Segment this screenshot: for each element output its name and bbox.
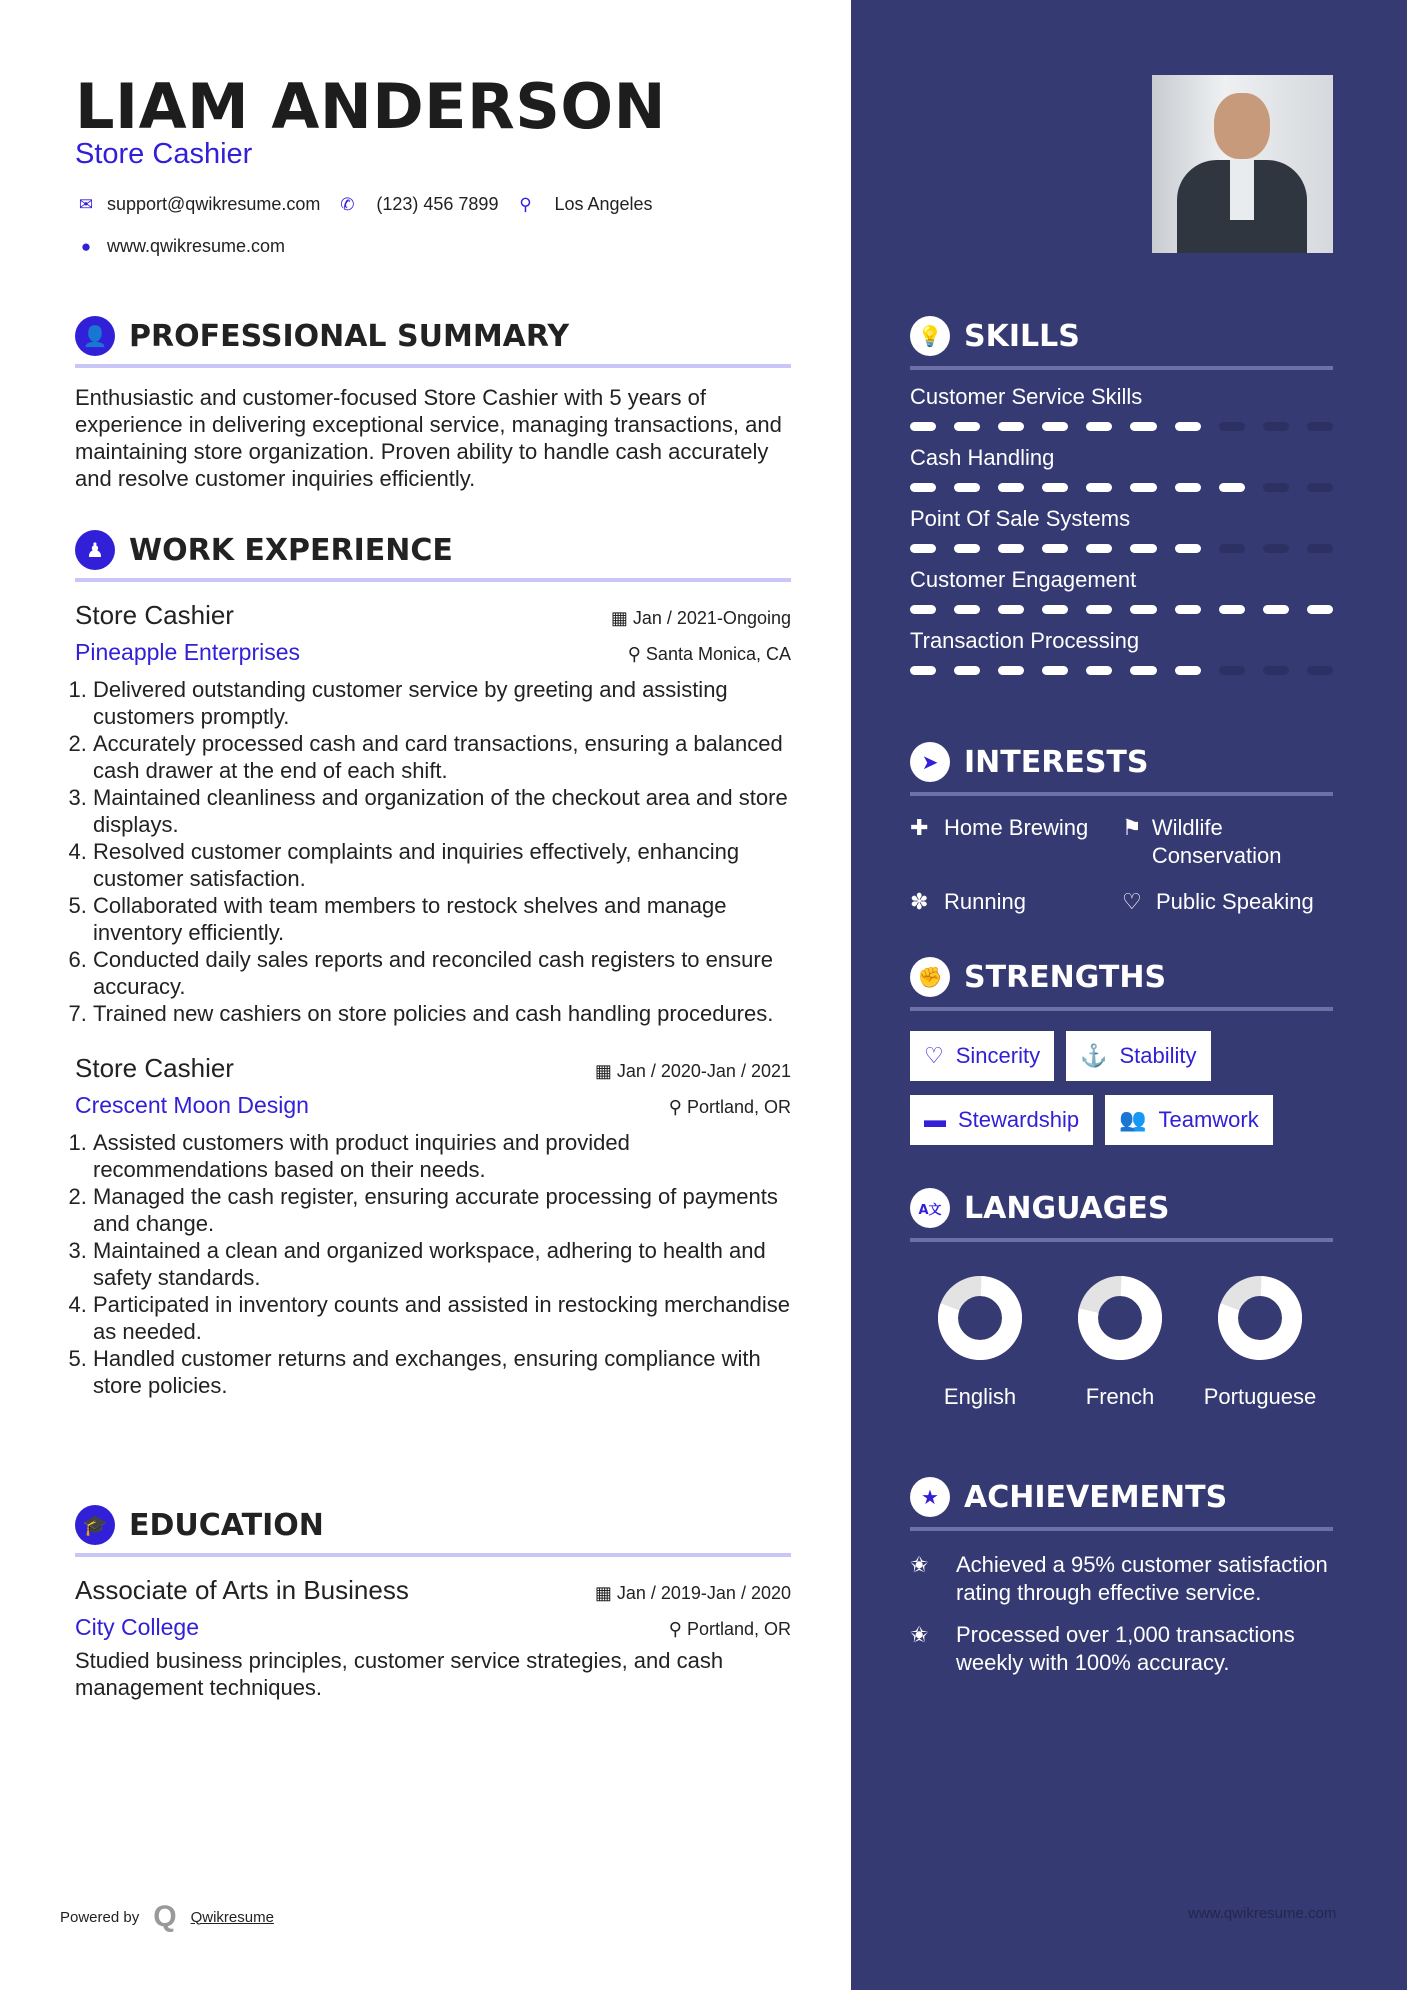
briefcase-icon: ▬ — [924, 1107, 946, 1132]
job-location — [669, 1097, 791, 1118]
bullet: 1. Delivered outstanding customer service by greeting and assisting customers promptly. — [93, 676, 791, 730]
section-heading — [75, 316, 791, 356]
skill-dash — [998, 544, 1024, 553]
strength-chip — [1105, 1095, 1273, 1145]
job-entry — [75, 1053, 791, 1399]
profile-photo — [1152, 75, 1333, 253]
achievements-heading: ACHIEVEMENTS — [964, 1479, 1228, 1515]
skill-item — [910, 628, 1333, 675]
skill-level-bar — [910, 422, 1333, 431]
skill-dash — [998, 605, 1024, 614]
skill-level-bar — [910, 483, 1333, 492]
divider — [75, 578, 791, 582]
section-heading — [910, 316, 1333, 356]
paw-icon: ✽ — [910, 889, 929, 914]
edu-date-text: Jan / 2019-Jan / 2020 — [616, 1583, 791, 1603]
skill-dash — [1263, 666, 1289, 675]
interest-label: Wildlife Conservation — [1151, 815, 1282, 868]
job-title: Store Cashier — [75, 600, 234, 630]
strength-label: Teamwork — [1158, 1107, 1259, 1132]
fist-icon: ✊ — [910, 957, 950, 997]
shooting-star-icon: ✬ — [910, 1552, 929, 1577]
globe-icon: ● — [80, 236, 92, 256]
job-row — [75, 600, 791, 631]
flag-icon: ⚑ — [1122, 815, 1142, 840]
heartbeat-icon: ♡ — [1122, 889, 1142, 914]
shooting-star-icon: ✬ — [910, 1622, 929, 1647]
languages-heading: LANGUAGES — [964, 1190, 1170, 1226]
bullet: 7. Trained new cashiers on store policies and cash handling procedures. — [93, 1000, 791, 1027]
skill-dash — [1130, 605, 1156, 614]
language-item — [1050, 1274, 1190, 1411]
language-donut — [936, 1274, 1024, 1362]
skill-dash — [1086, 422, 1112, 431]
job-row — [75, 1092, 791, 1119]
skill-dash — [1086, 544, 1112, 553]
achievements-section — [910, 1477, 1333, 1691]
skill-dash — [910, 605, 936, 614]
strength-label: Sincerity — [955, 1043, 1041, 1068]
job-row — [75, 1053, 791, 1084]
bullet: 3. Maintained a clean and organized workspace, adhering to health and safety standards. — [93, 1237, 791, 1291]
job-date-text: Jan / 2021-Ongoing — [632, 608, 791, 628]
skill-dash — [1130, 666, 1156, 675]
edu-location — [669, 1619, 791, 1640]
edu-row — [75, 1575, 791, 1606]
bullet: 5. Collaborated with team members to restock shelves and manage inventory efficiently. — [93, 892, 791, 946]
footer-site[interactable]: www.qwikresume.com — [1188, 1905, 1337, 1922]
bullet: 4. Resolved customer complaints and inquiries effectively, enhancing customer satisfaction. — [93, 838, 791, 892]
skill-dash — [910, 666, 936, 675]
phone: (123) 456 7899 — [376, 194, 499, 214]
user-icon: 👤 — [75, 316, 115, 356]
envelope-icon: ✉ — [78, 194, 94, 214]
interest-item — [910, 814, 1122, 870]
skill-dash — [1175, 605, 1201, 614]
skill-dash — [1307, 666, 1333, 675]
interest-label: Running — [944, 889, 1026, 914]
skill-dash — [1263, 605, 1289, 614]
skill-dash — [998, 666, 1024, 675]
languages-section — [910, 1188, 1333, 1411]
job-bullets — [75, 1129, 791, 1399]
strength-label: Stability — [1119, 1043, 1197, 1068]
skill-dash — [1307, 483, 1333, 492]
skill-dash — [998, 483, 1024, 492]
skill-dash — [1219, 422, 1245, 431]
star-badge-icon: ★ — [910, 1477, 950, 1517]
skill-name: Transaction Processing — [910, 628, 1140, 653]
divider — [910, 1527, 1333, 1531]
achievement-text: Achieved a 95% customer satisfaction rating through effective service. — [956, 1552, 1328, 1605]
section-heading — [910, 1477, 1333, 1517]
school: City College — [75, 1614, 199, 1640]
calendar-icon: ▦ — [594, 1061, 617, 1081]
skill-dash — [1175, 544, 1201, 553]
bullet: 2. Managed the cash register, ensuring accurate processing of payments and change. — [93, 1183, 791, 1237]
skill-name: Customer Engagement — [910, 567, 1137, 592]
job-date — [611, 608, 791, 629]
interests-section — [910, 742, 1333, 916]
job-bullets — [75, 676, 791, 1027]
skill-dash — [1263, 483, 1289, 492]
language-item — [1190, 1274, 1330, 1411]
experience-heading: WORK EXPERIENCE — [129, 532, 453, 568]
strength-label: Stewardship — [958, 1107, 1080, 1132]
skill-dash — [1219, 605, 1245, 614]
skill-dash — [1307, 605, 1333, 614]
job-entry — [75, 600, 791, 1027]
skill-dash — [1042, 666, 1068, 675]
language-name: French — [1085, 1384, 1155, 1409]
lightbulb-icon: 💡 — [910, 316, 950, 356]
summary-text: Enthusiastic and customer-focused Store Cashier with 5 years of experience in delivering exceptional service, managing transactions, and maintaining store organization. Proven ability to handle cash accurately and resolve customer inquiries efficiently. — [75, 385, 782, 491]
heart-icon: ♡ — [924, 1043, 944, 1068]
achievement-item — [910, 1551, 1333, 1607]
skill-dash — [1175, 422, 1201, 431]
interest-label: Home Brewing — [944, 815, 1089, 840]
education-section — [75, 1505, 791, 1701]
pin-icon: ⚲ — [627, 644, 646, 664]
bullet: 6. Conducted daily sales reports and reconciled cash registers to ensure accuracy. — [93, 946, 791, 1000]
skill-level-bar — [910, 605, 1333, 614]
skills-section — [910, 316, 1333, 675]
skill-dash — [1086, 483, 1112, 492]
skill-dash — [910, 483, 936, 492]
language-name: Portuguese — [1203, 1384, 1317, 1409]
strength-chip — [910, 1031, 1054, 1081]
interest-item — [1122, 888, 1333, 916]
pin-icon: ⚲ — [668, 1097, 687, 1117]
skill-dash — [1042, 605, 1068, 614]
strength-chip — [910, 1095, 1093, 1145]
website[interactable]: www.qwikresume.com — [107, 236, 286, 256]
brand-link[interactable]: Qwikresume — [190, 1908, 274, 1926]
interests-heading: INTERESTS — [964, 744, 1149, 780]
skill-dash — [954, 605, 980, 614]
job-location-text: Portland, OR — [686, 1097, 791, 1117]
location-pin-icon: ⚲ — [519, 194, 532, 214]
skill-dash — [1263, 422, 1289, 431]
skill-level-bar — [910, 544, 1333, 553]
candidate-title: Store Cashier — [75, 138, 253, 170]
skill-dash — [1042, 544, 1068, 553]
skill-dash — [1219, 666, 1245, 675]
bullet: 4. Participated in inventory counts and assisted in restocking merchandise as needed. — [93, 1291, 791, 1345]
achievement-text: Processed over 1,000 transactions weekly with 100% accuracy. — [956, 1622, 1295, 1675]
qwikresume-logo-icon: Q — [153, 1900, 177, 1933]
divider — [910, 366, 1333, 370]
skill-dash — [954, 483, 980, 492]
section-heading — [910, 1188, 1333, 1228]
skill-dash — [1307, 422, 1333, 431]
language-donut — [1216, 1274, 1304, 1362]
strengths-heading: STRENGTHS — [964, 959, 1167, 995]
pin-icon: ⚲ — [668, 1619, 687, 1639]
skill-name: Customer Service Skills — [910, 384, 1143, 409]
achievement-item — [910, 1621, 1333, 1677]
calendar-icon: ▦ — [594, 1583, 617, 1603]
bullet: 3. Maintained cleanliness and organization of the checkout area and store displays. — [93, 784, 791, 838]
education-text: Studied business principles, customer service strategies, and cash management techniques. — [75, 1648, 724, 1700]
strength-chip — [1066, 1031, 1210, 1081]
experience-section — [75, 530, 791, 1399]
skill-dash — [1130, 544, 1156, 553]
edu-row2 — [75, 1614, 791, 1641]
job-date — [595, 1061, 791, 1082]
candidate-name: LIAM ANDERSON — [75, 70, 667, 143]
puzzle-icon: ✚ — [910, 815, 929, 840]
divider — [910, 1007, 1333, 1011]
divider — [910, 1238, 1333, 1242]
strengths-section — [910, 957, 1333, 1145]
summary-heading: PROFESSIONAL SUMMARY — [129, 318, 570, 354]
language-name: English — [943, 1384, 1017, 1409]
interest-item — [1122, 814, 1333, 870]
skill-dash — [1175, 666, 1201, 675]
skills-heading: SKILLS — [964, 318, 1080, 354]
anchor-icon: ⚓ — [1080, 1043, 1108, 1068]
job-title: Store Cashier — [75, 1053, 234, 1083]
skill-level-bar — [910, 666, 1333, 675]
company: Pineapple Enterprises — [75, 639, 301, 665]
skill-name: Cash Handling — [910, 445, 1055, 470]
briefcase-chair-icon: ♟ — [75, 530, 115, 570]
divider — [910, 792, 1333, 796]
section-heading — [910, 742, 1333, 782]
job-date-text: Jan / 2020-Jan / 2021 — [616, 1061, 791, 1081]
skill-dash — [954, 544, 980, 553]
skill-item — [910, 567, 1333, 614]
job-location — [628, 644, 791, 665]
paper-plane-icon: ➤ — [910, 742, 950, 782]
skill-dash — [1130, 422, 1156, 431]
section-heading — [910, 957, 1333, 997]
contact-row — [75, 194, 653, 215]
users-icon: 👥 — [1119, 1107, 1147, 1132]
skill-dash — [1307, 544, 1333, 553]
skill-dash — [910, 544, 936, 553]
company: Crescent Moon Design — [75, 1092, 309, 1118]
calendar-icon: ▦ — [610, 608, 633, 628]
skill-dash — [1263, 544, 1289, 553]
skill-dash — [1086, 666, 1112, 675]
divider — [75, 364, 791, 368]
skill-dash — [1042, 483, 1068, 492]
job-location-text: Santa Monica, CA — [645, 644, 791, 664]
edu-date — [595, 1583, 791, 1604]
interest-item — [910, 888, 1122, 916]
location: Los Angeles — [554, 194, 653, 214]
summary-section — [75, 316, 791, 492]
skill-dash — [1219, 544, 1245, 553]
bullet: 5. Handled customer returns and exchanges, ensuring compliance with store policies. — [93, 1345, 791, 1399]
graduate-icon: 🎓 — [75, 1505, 115, 1545]
language-item — [910, 1274, 1050, 1411]
footer-powered — [60, 1900, 274, 1934]
website-row — [75, 236, 285, 257]
skill-item — [910, 506, 1333, 553]
skill-item — [910, 384, 1333, 431]
phone-icon: ✆ — [340, 194, 355, 214]
skill-dash — [1175, 483, 1201, 492]
skill-dash — [1042, 422, 1068, 431]
skill-name: Point Of Sale Systems — [910, 506, 1131, 531]
section-heading — [75, 1505, 791, 1545]
skill-dash — [1130, 483, 1156, 492]
interest-label: Public Speaking — [1156, 889, 1314, 914]
skill-dash — [1219, 483, 1245, 492]
divider — [75, 1553, 791, 1557]
language-donut — [1076, 1274, 1164, 1362]
bullet: 1. Assisted customers with product inquiries and provided recommendations based on their needs. — [93, 1129, 791, 1183]
email[interactable]: support@qwikresume.com — [107, 194, 321, 214]
skill-dash — [910, 422, 936, 431]
job-row — [75, 639, 791, 666]
section-heading — [75, 530, 791, 570]
skill-dash — [954, 666, 980, 675]
skill-dash — [954, 422, 980, 431]
skill-dash — [1086, 605, 1112, 614]
degree: Associate of Arts in Business — [75, 1575, 409, 1605]
skill-dash — [998, 422, 1024, 431]
powered-by: Powered by — [60, 1908, 140, 1926]
edu-location-text: Portland, OR — [686, 1619, 791, 1639]
translate-icon: A文 — [910, 1188, 950, 1228]
skill-item — [910, 445, 1333, 492]
bullet: 2. Accurately processed cash and card transactions, ensuring a balanced cash drawer at the end of each shift. — [93, 730, 791, 784]
education-heading: EDUCATION — [129, 1507, 324, 1543]
